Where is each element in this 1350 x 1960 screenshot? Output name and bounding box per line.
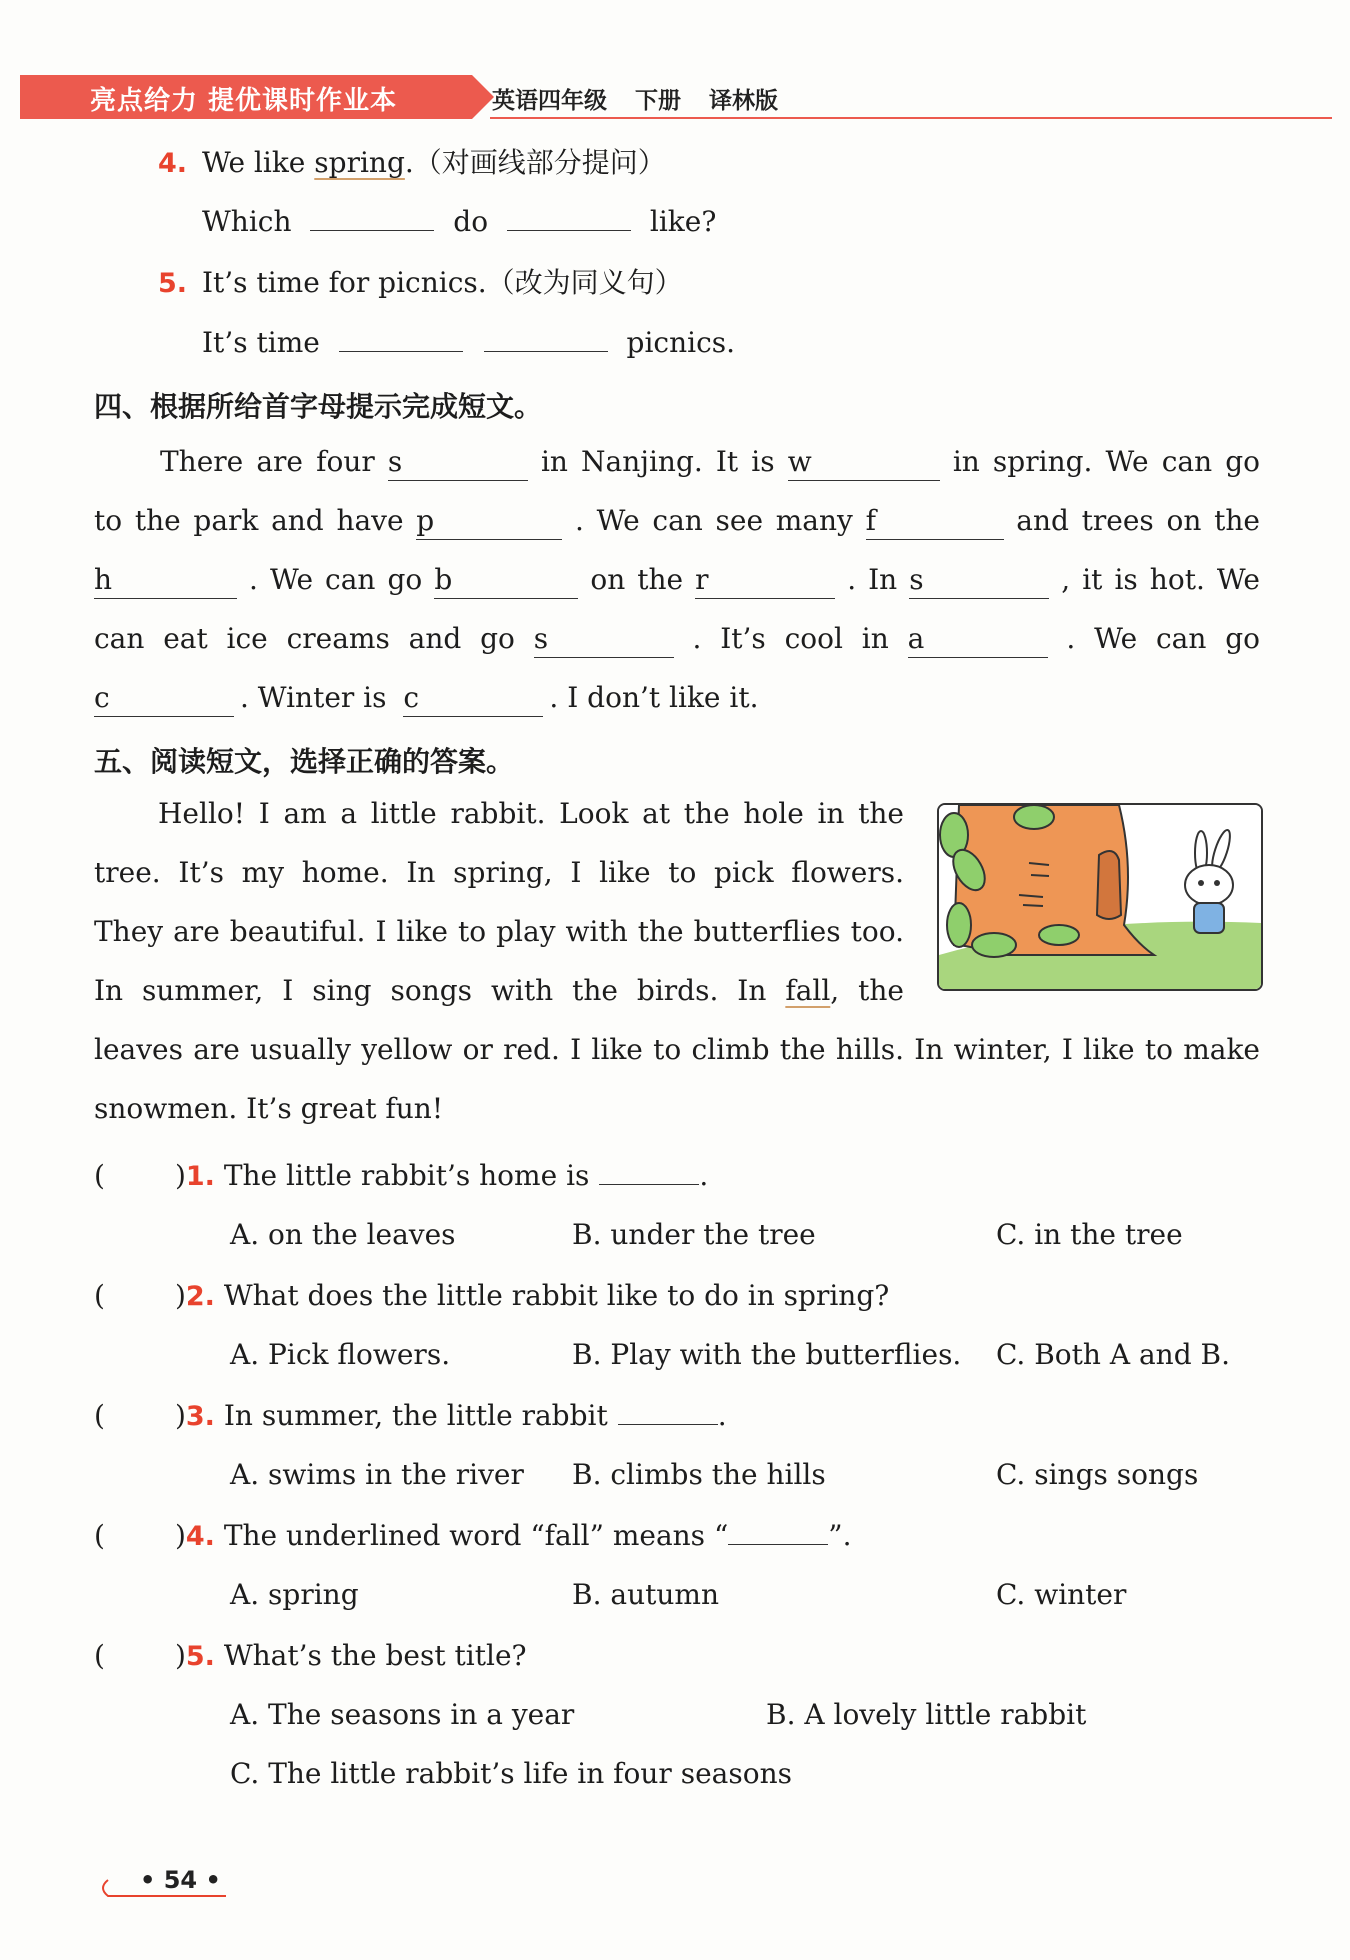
q5-number: 5. xyxy=(158,268,188,299)
option-A[interactable]: A. on the leaves xyxy=(230,1218,456,1251)
question-text-end: ”. xyxy=(828,1519,852,1552)
option-C[interactable]: C. winter xyxy=(996,1578,1127,1611)
section-5-title: 五、阅读短文，选择正确的答案。 xyxy=(94,745,515,778)
cloze-blank-r[interactable] xyxy=(695,562,835,599)
answer-paren-open: ( xyxy=(94,1519,105,1552)
question-3-stem xyxy=(94,1398,727,1435)
cloze-initial: s xyxy=(533,622,549,655)
q4-answer-word2: do xyxy=(453,205,489,238)
answer-slot[interactable] xyxy=(105,1519,175,1545)
book-info xyxy=(492,82,806,115)
passage-line-5 xyxy=(94,1032,1260,1068)
cloze-line-5 xyxy=(94,680,759,717)
cloze-blank-c[interactable] xyxy=(94,680,234,717)
cloze-text: . We can go xyxy=(249,563,423,596)
passage-text: leaves are usually yellow or red. I like to climb the hills. In winter, I like to make xyxy=(94,1033,1260,1066)
passage-line-4 xyxy=(94,973,904,1009)
option-B[interactable]: B. autumn xyxy=(572,1578,719,1611)
question-text: What does the little rabbit like to do in spring? xyxy=(223,1279,890,1312)
q4-underlined-word: spring xyxy=(314,146,405,179)
option-B[interactable]: B. Play with the butterflies. xyxy=(572,1338,962,1371)
question-number: 3. xyxy=(185,1401,215,1432)
cloze-blank-f[interactable] xyxy=(866,503,1004,540)
q4-sentence-pre: We like xyxy=(201,146,315,179)
question-text: The underlined word “fall” means “ xyxy=(223,1519,729,1552)
cloze-initial: c xyxy=(94,681,110,714)
option-B[interactable]: B. under the tree xyxy=(572,1218,816,1251)
option-C[interactable]: C. in the tree xyxy=(996,1218,1183,1251)
illustration-svg xyxy=(939,805,1261,989)
q5-instruction: （改为同义句） xyxy=(486,266,683,299)
answer-paren-open: ( xyxy=(94,1639,105,1672)
passage-text: In summer, I sing songs with the birds. In xyxy=(94,974,786,1007)
question-text: In summer, the little rabbit xyxy=(223,1399,608,1432)
question-1-stem xyxy=(94,1158,708,1195)
cloze-blank-s3[interactable] xyxy=(534,621,674,658)
option-B[interactable]: B. climbs the hills xyxy=(572,1458,826,1491)
passage-text: snowmen. It’s great fun! xyxy=(94,1092,444,1125)
passage-line-1 xyxy=(94,796,904,832)
q4-answer-word3: like? xyxy=(649,205,717,238)
cloze-blank-b[interactable] xyxy=(434,562,578,599)
cloze-text: . We can go xyxy=(1066,622,1260,655)
page-number: • 54 • xyxy=(140,1866,221,1894)
passage-line-6 xyxy=(94,1091,443,1127)
cloze-blank-s[interactable] xyxy=(388,444,528,481)
cloze-initial: b xyxy=(434,563,453,596)
cloze-line-1 xyxy=(94,444,1260,481)
option-A[interactable]: A. Pick flowers. xyxy=(230,1338,451,1371)
section-4-title: 四、根据所给首字母提示完成短文。 xyxy=(94,390,543,423)
passage-line-3 xyxy=(94,914,904,950)
cloze-initial: h xyxy=(94,563,113,596)
passage-text: They are beautiful. I like to play with the butterflies too. xyxy=(94,915,904,948)
option-A[interactable]: A. The seasons in a year xyxy=(230,1698,575,1731)
q4-blank-1[interactable] xyxy=(310,204,434,231)
cloze-blank-c2[interactable] xyxy=(403,680,543,717)
passage-text: tree. It’s my home. In spring, I like to pick flowers. xyxy=(94,856,904,889)
answer-paren-open: ( xyxy=(94,1399,105,1432)
option-B[interactable]: B. A lovely little rabbit xyxy=(766,1698,1087,1731)
option-C[interactable]: C. sings songs xyxy=(996,1458,1199,1491)
question-4 xyxy=(158,145,666,182)
cloze-text: There are four xyxy=(160,445,375,478)
answer-slot[interactable] xyxy=(105,1279,175,1305)
option-C[interactable]: C. The little rabbit’s life in four seasons xyxy=(230,1757,792,1790)
question-text: What’s the best title? xyxy=(223,1639,527,1672)
cloze-line-2 xyxy=(94,503,1260,540)
answer-slot[interactable] xyxy=(105,1639,175,1665)
cloze-initial: c xyxy=(403,681,420,714)
option-A[interactable]: A. spring xyxy=(230,1578,359,1611)
answer-blank[interactable] xyxy=(599,1158,699,1185)
cloze-blank-s2[interactable] xyxy=(909,562,1049,599)
answer-paren-close: ) xyxy=(174,1519,186,1552)
answer-paren-close: ) xyxy=(174,1279,186,1312)
q5-answer-word2: picnics. xyxy=(626,326,736,359)
volume-label: 下册 xyxy=(635,88,681,114)
passage-text: , the xyxy=(830,974,904,1007)
page-header xyxy=(20,75,1332,119)
q4-instruction: （对画线部分提问） xyxy=(413,146,666,179)
answer-paren-close: ) xyxy=(174,1639,186,1672)
answer-paren-open: ( xyxy=(94,1159,105,1192)
q5-blank-2[interactable] xyxy=(484,325,608,352)
question-text-end: . xyxy=(699,1159,709,1192)
cloze-text: can eat ice creams and go xyxy=(94,622,515,655)
cloze-initial: f xyxy=(865,504,876,537)
question-5-answer xyxy=(202,325,735,361)
series-title: 亮点给力 提优课时作业本 xyxy=(90,86,398,116)
cloze-text: . I don’t like it. xyxy=(549,681,759,714)
cloze-line-4 xyxy=(94,621,1260,658)
q4-number: 4. xyxy=(158,148,188,179)
answer-slot[interactable] xyxy=(105,1399,175,1425)
question-text-end: . xyxy=(717,1399,727,1432)
q5-blank-1[interactable] xyxy=(339,325,463,352)
cloze-text: . Winter is xyxy=(240,681,387,714)
question-number: 5. xyxy=(185,1641,215,1672)
passage-line-2 xyxy=(94,855,904,891)
answer-paren-close: ) xyxy=(174,1159,186,1192)
cloze-text: and trees on the xyxy=(1016,504,1260,537)
passage-text: Hello! I am a little rabbit. Look at the hole in the xyxy=(158,797,904,830)
question-number: 2. xyxy=(185,1281,215,1312)
cloze-text: . It’s cool in xyxy=(692,622,889,655)
rabbit-tree-illustration xyxy=(937,803,1263,991)
answer-paren-close: ) xyxy=(174,1399,186,1432)
cloze-line-3 xyxy=(94,562,1260,599)
question-number: 1. xyxy=(185,1161,215,1192)
option-A[interactable]: A. swims in the river xyxy=(230,1458,524,1491)
question-5 xyxy=(158,265,683,302)
q5-answer-word1: It’s time xyxy=(202,326,320,359)
q5-sentence: It’s time for picnics. xyxy=(201,266,487,299)
cloze-text: on the xyxy=(590,563,684,596)
header-rule xyxy=(490,117,1332,119)
answer-slot[interactable] xyxy=(105,1159,175,1185)
cloze-blank-p[interactable] xyxy=(416,503,562,540)
cloze-blank-h[interactable] xyxy=(94,562,237,599)
question-number: 4. xyxy=(185,1521,215,1552)
answer-paren-open: ( xyxy=(94,1279,105,1312)
cloze-text: . We can see many xyxy=(575,504,853,537)
question-4-stem xyxy=(94,1518,851,1555)
answer-blank[interactable] xyxy=(618,1398,718,1425)
answer-blank[interactable] xyxy=(728,1518,828,1545)
cloze-initial: s xyxy=(387,445,403,478)
header-arrow xyxy=(472,75,494,119)
question-4-answer xyxy=(202,204,716,240)
cloze-blank-a[interactable] xyxy=(908,621,1048,658)
cloze-text: to the park and have xyxy=(94,504,404,537)
subject-label: 英语四年级 xyxy=(492,88,607,114)
cloze-initial: s xyxy=(909,563,924,596)
cloze-text: in Nanjing. It is xyxy=(540,445,775,478)
q4-answer-word1: Which xyxy=(202,205,292,238)
cloze-blank-w[interactable] xyxy=(788,444,940,481)
q4-blank-2[interactable] xyxy=(507,204,631,231)
cloze-text: in spring. We can go xyxy=(952,445,1260,478)
underlined-word-fall: fall xyxy=(785,974,831,1007)
cloze-initial: a xyxy=(907,622,925,655)
cloze-text: , it is hot. We xyxy=(1061,563,1260,596)
cloze-initial: p xyxy=(416,504,435,537)
cloze-initial: r xyxy=(695,563,709,596)
question-text: The little rabbit’s home is xyxy=(223,1159,590,1192)
cloze-initial: w xyxy=(787,445,812,478)
question-5-stem xyxy=(94,1638,527,1675)
option-C[interactable]: C. Both A and B. xyxy=(996,1338,1230,1371)
cloze-text: . In xyxy=(847,563,898,596)
question-2-stem xyxy=(94,1278,889,1315)
edition-label: 译林版 xyxy=(709,88,778,114)
q4-sentence-post: . xyxy=(404,146,414,179)
